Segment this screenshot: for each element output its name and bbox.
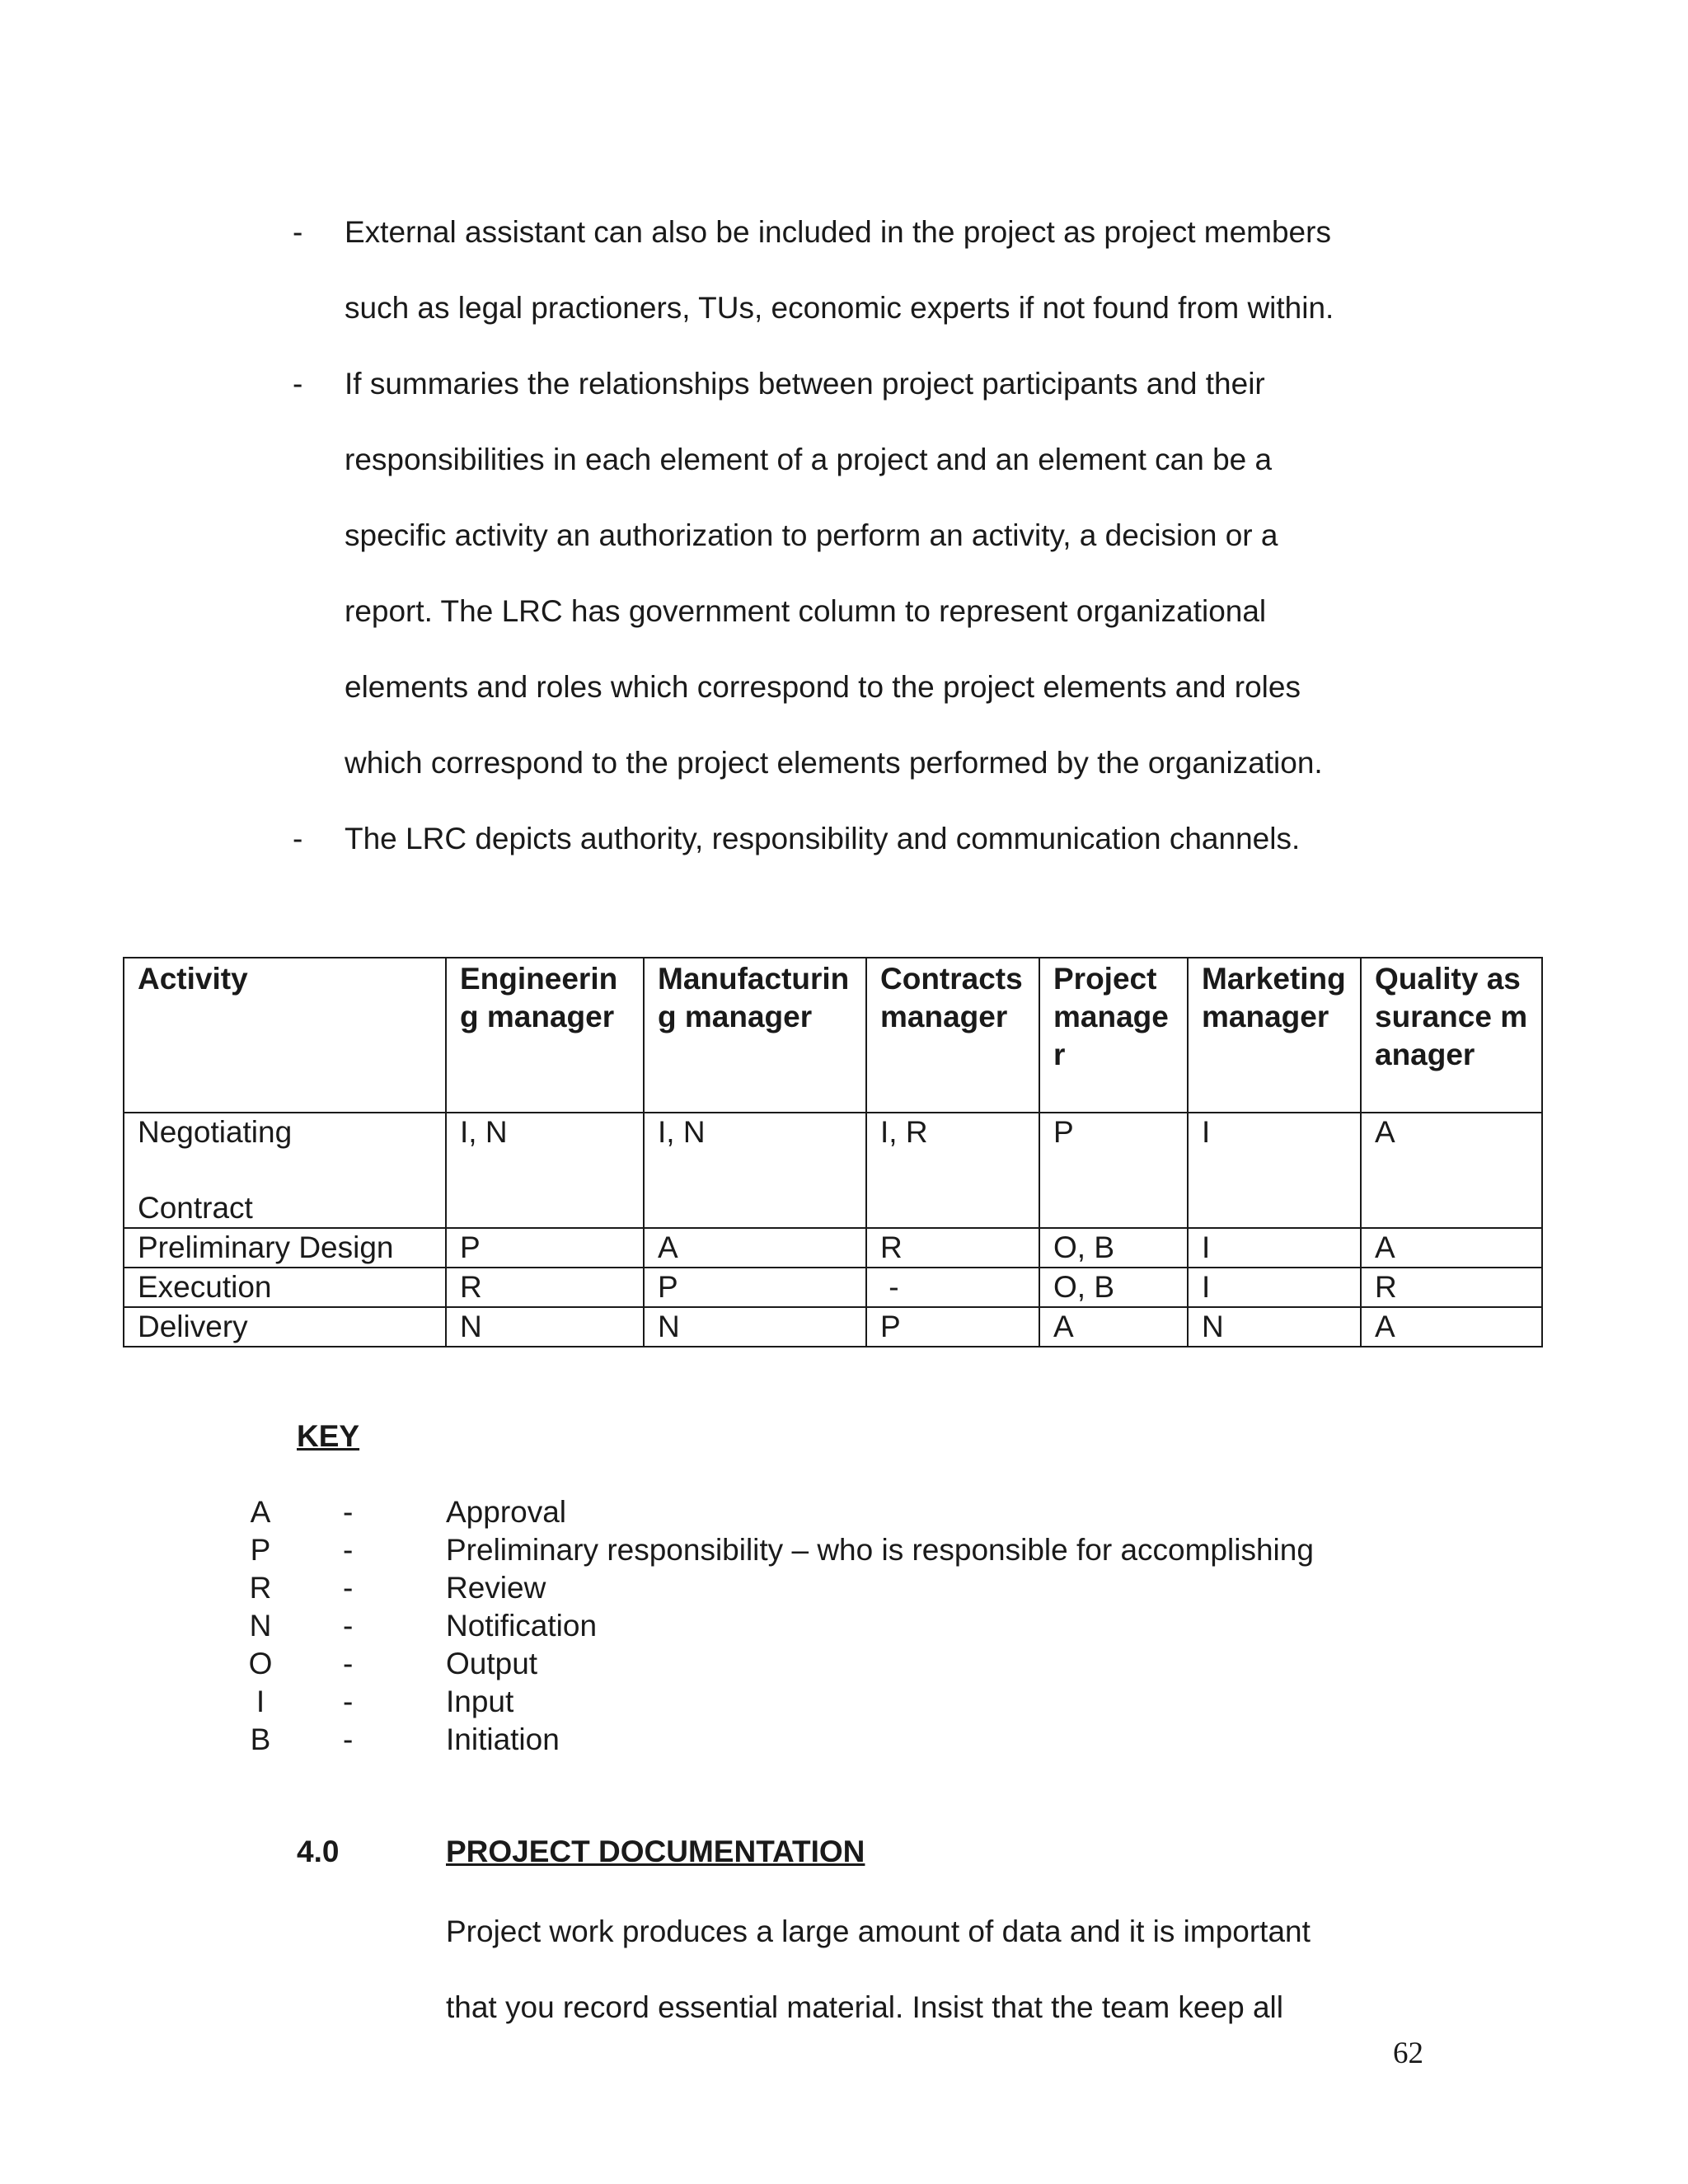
bullet-line: If summaries the relationships between project participants and their [345,367,1265,401]
key-item [244,1607,1480,1645]
activity-cell: Negotiating Contract [124,1113,446,1228]
header-cell: Activity [124,958,446,1113]
table-row [124,1228,1542,1268]
table-cell: O, B [1039,1268,1188,1307]
table-cell: I [1188,1268,1361,1307]
key-list [244,1493,1480,1759]
key-item [244,1531,1480,1569]
key-code: R [249,1571,272,1605]
table-cell: I [1188,1228,1361,1268]
bullet-line: External assistant can also be included in the project as project members [345,215,1331,249]
bullet-item [293,346,1447,801]
bullet-line: The LRC depicts authority, responsibility and communication channels. [345,822,1301,855]
table-row [124,1307,1542,1347]
table-cell: R [866,1228,1039,1268]
key-dash: - [343,1722,354,1756]
key-dash: - [343,1495,354,1529]
bullet-line: responsibilities in each element of a project and an element can be a [345,443,1273,476]
header-cell: Contracts manager [866,958,1039,1113]
table-cell: I [1188,1113,1361,1228]
key-item [244,1683,1480,1721]
bullet-marker: - [293,215,303,249]
table-cell: R [446,1268,644,1307]
table-cell: P [644,1268,866,1307]
table-cell: A [1361,1307,1542,1347]
bullet-marker: - [293,822,303,855]
bullet-item [293,801,1447,877]
table-cell: R [1361,1268,1542,1307]
table-row [124,1268,1542,1307]
table-cell: O, B [1039,1228,1188,1268]
bullet-line: elements and roles which correspond to the project elements and roles [345,670,1301,704]
table-cell: A [1361,1113,1542,1228]
bullet-item [293,194,1447,346]
key-code: I [256,1685,265,1718]
lrc-table [123,957,1543,1347]
table-cell: N [1188,1307,1361,1347]
key-description: Approval [446,1495,567,1529]
table-cell: A [1361,1228,1542,1268]
key-description: Initiation [446,1722,560,1756]
section-title: PROJECT DOCUMENTATION [446,1835,865,1868]
bullet-line: which correspond to the project elements performed by the organization. [345,746,1323,780]
section-number: 4.0 [297,1835,340,1868]
table-cell: - [866,1268,1039,1307]
body-line: Project work produces a large amount of data and it is important [446,1915,1311,1948]
header-cell: Marketing manager [1188,958,1361,1113]
section-body [446,1894,1435,2046]
activity-cell: Execution [124,1268,446,1307]
key-description: Input [446,1685,514,1718]
key-heading: KEY [297,1419,360,1453]
key-dash: - [343,1609,354,1643]
key-code: N [249,1609,272,1643]
table-cell: P [446,1228,644,1268]
table-header-row [124,958,1542,1113]
header-cell: Manufacturing manager [644,958,866,1113]
key-dash: - [343,1533,354,1567]
table-cell: P [1039,1113,1188,1228]
key-description: Preliminary responsibility – who is responsible for accomplishing [446,1533,1314,1567]
table-cell: I, N [446,1113,644,1228]
key-code: O [248,1647,273,1680]
table-cell: I, N [644,1113,866,1228]
header-cell: Project manager [1039,958,1188,1113]
bullet-list [293,194,1447,877]
key-description: Review [446,1571,546,1605]
page-number: 62 [1393,2036,1423,2070]
bullet-line: specific activity an authorization to perform an activity, a decision or a [345,518,1278,552]
key-code: B [250,1722,271,1756]
table-row [124,1113,1542,1228]
header-cell: Quality assurance manager [1361,958,1542,1113]
table-cell: P [866,1307,1039,1347]
key-description: Notification [446,1609,598,1643]
activity-cell: Delivery [124,1307,446,1347]
table-cell: A [644,1228,866,1268]
table-cell: N [644,1307,866,1347]
key-dash: - [343,1647,354,1680]
bullet-line: report. The LRC has government column to represent organizational [345,594,1267,628]
key-item [244,1493,1480,1531]
key-item [244,1721,1480,1759]
table-cell: N [446,1307,644,1347]
key-code: A [250,1495,271,1529]
table-cell: A [1039,1307,1188,1347]
key-description: Output [446,1647,538,1680]
table-cell: I, R [866,1113,1039,1228]
key-item [244,1569,1480,1607]
bullet-marker: - [293,367,303,401]
key-item [244,1645,1480,1683]
key-code: P [250,1533,271,1567]
activity-cell: Preliminary Design [124,1228,446,1268]
bullet-line: such as legal practioners, TUs, economic experts if not found from within. [345,291,1334,325]
header-cell: Engineering manager [446,958,644,1113]
key-dash: - [343,1685,354,1718]
body-line: that you record essential material. Insist that the team keep all [446,1990,1283,2024]
key-dash: - [343,1571,354,1605]
